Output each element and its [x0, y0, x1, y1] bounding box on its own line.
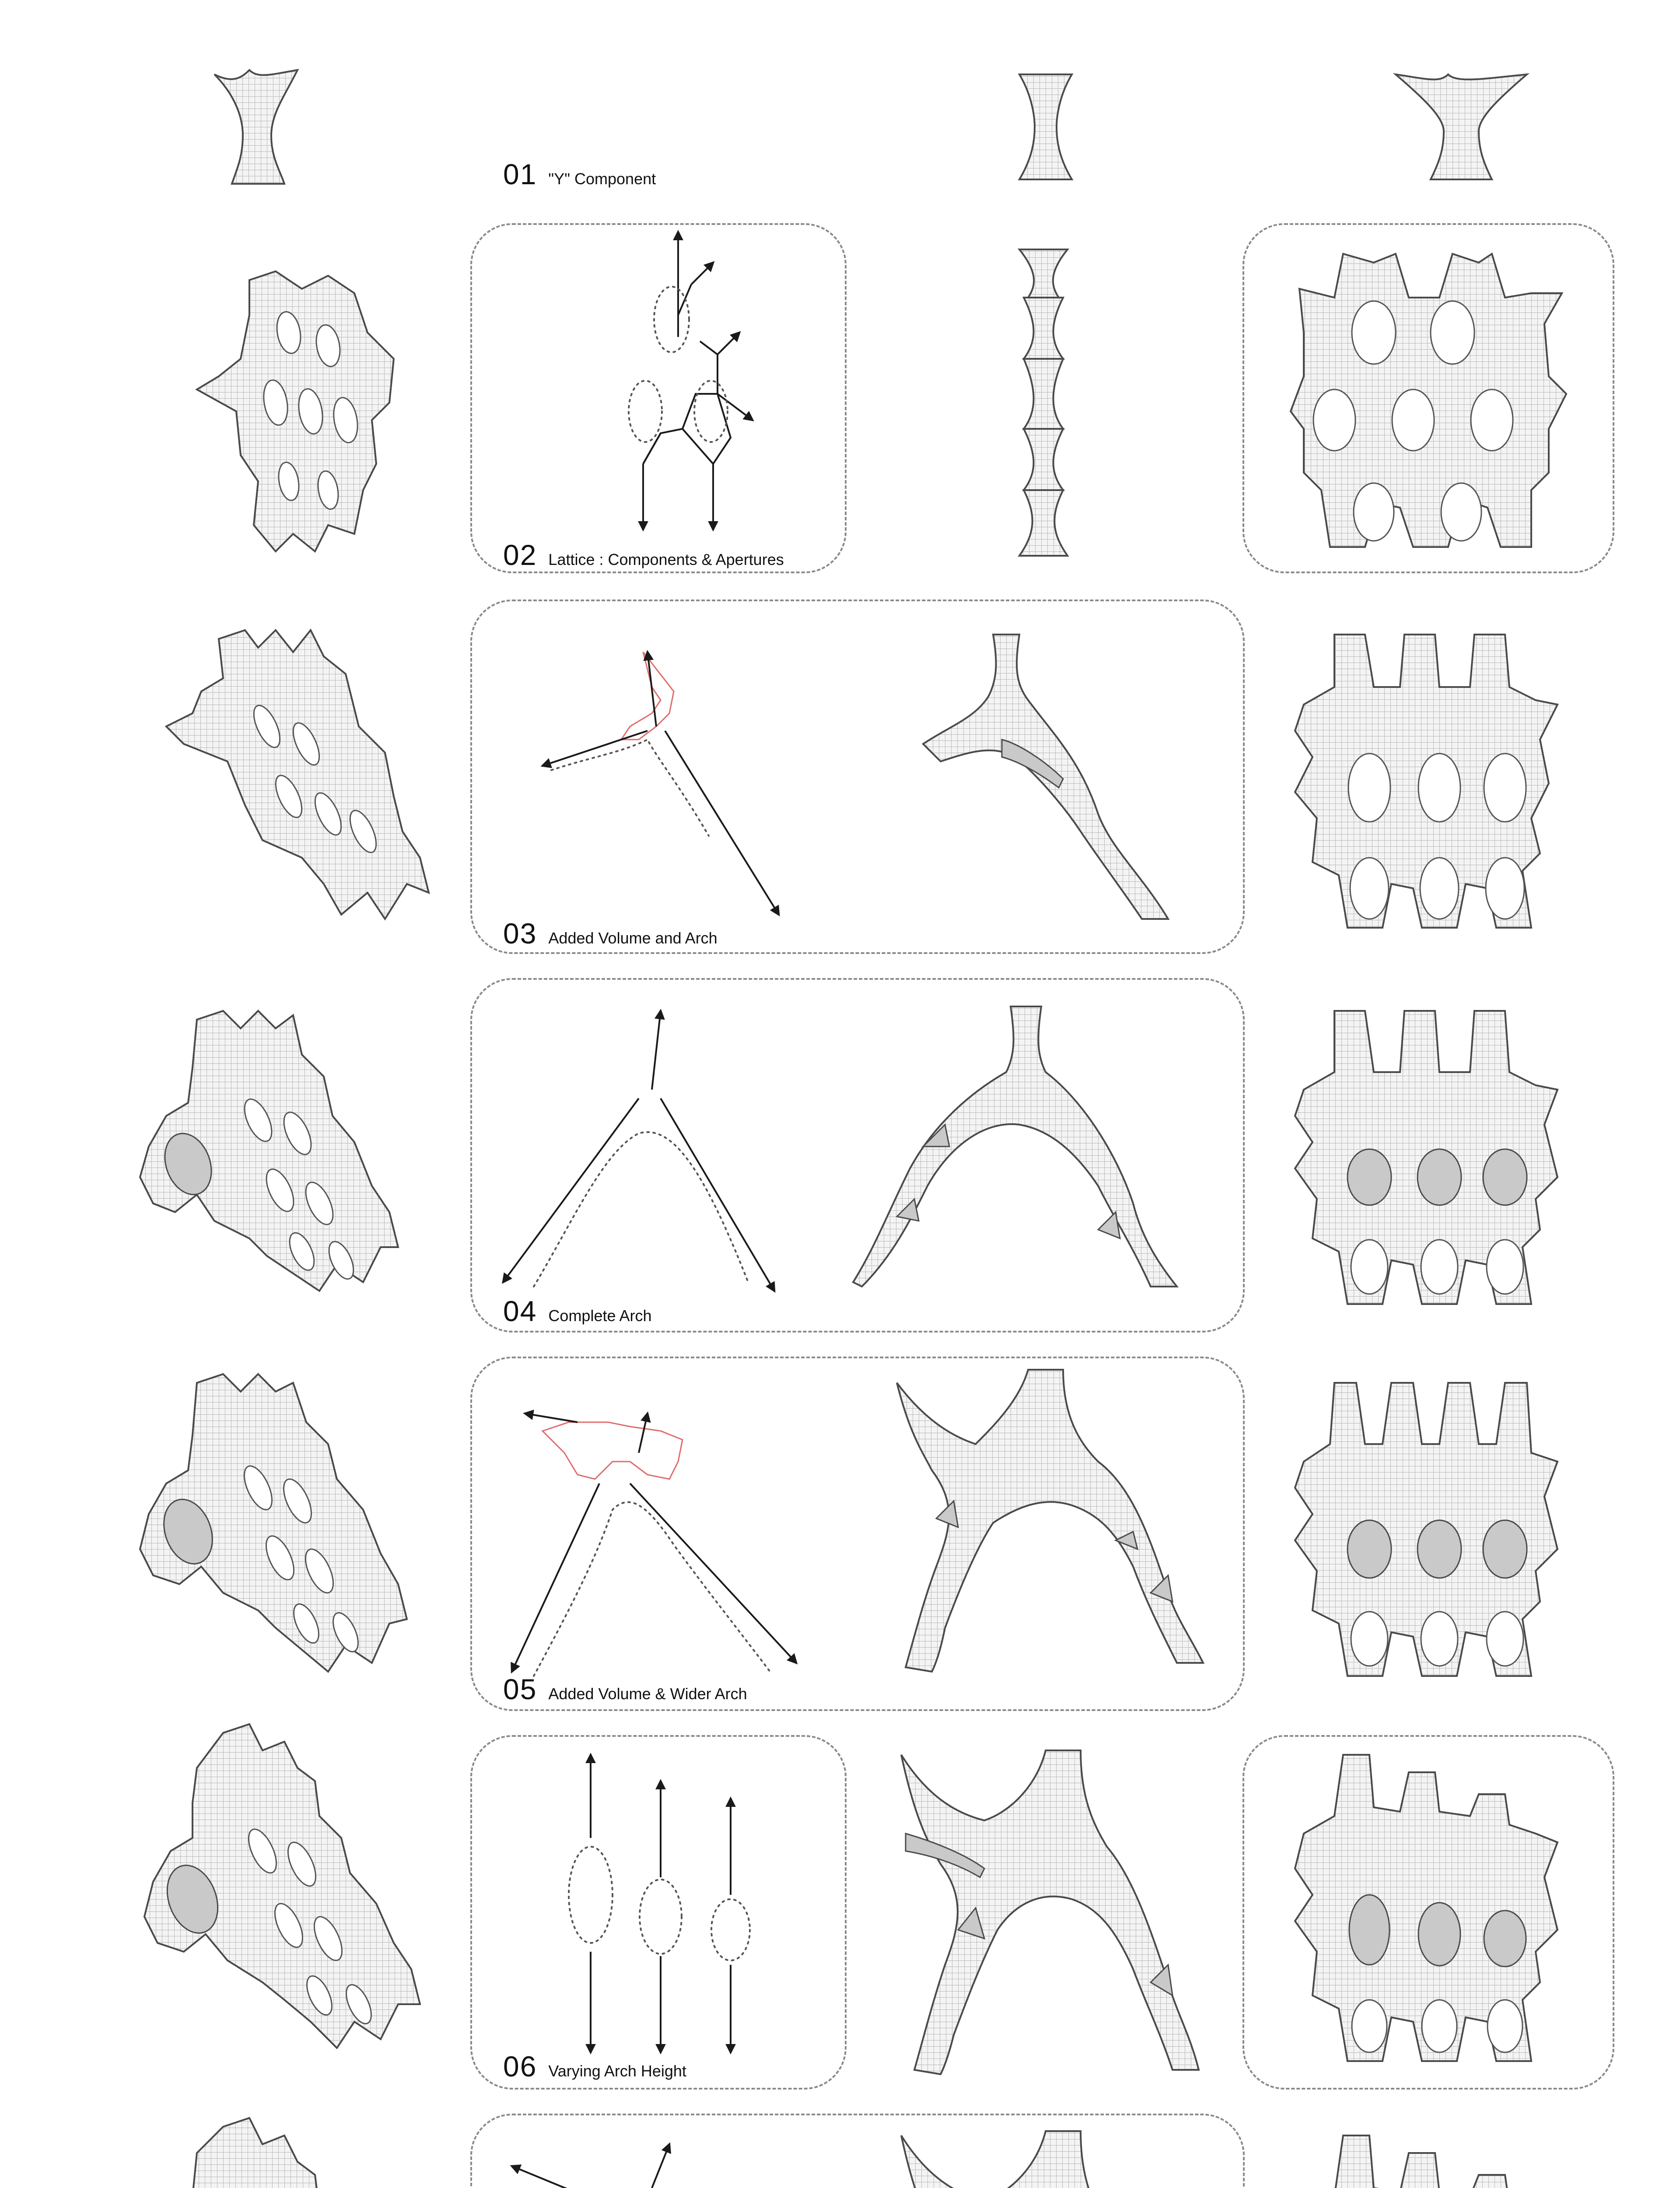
added-surfaces-elevation: [1286, 2127, 1575, 2188]
y-component-axonometric: [206, 66, 311, 188]
added-surfaces-3d-view: [897, 2127, 1212, 2188]
wider-arch-3d-view: [888, 1365, 1212, 1672]
lattice-axonometric: [188, 245, 433, 560]
added-surfaces-axonometric: [131, 2109, 438, 2188]
wider-arch-vector-diagram: [499, 1374, 814, 1689]
arch-volume-elevation: [1286, 626, 1575, 932]
lattice-front-stack: [1011, 245, 1076, 560]
complete-arch-elevation: [1286, 1002, 1575, 1308]
varying-height-3d-view: [897, 1746, 1203, 2079]
varying-height-vector-diagram: [547, 1746, 774, 2061]
varying-height-elevation: [1286, 1746, 1575, 2070]
lattice-elevation: [1286, 245, 1575, 551]
y-component-front: [1015, 70, 1076, 184]
step-05-label: 05 Added Volume & Wider Arch: [503, 1673, 747, 1705]
lattice-vector-diagram: [608, 228, 809, 543]
step-06-label: 06 Varying Arch Height: [503, 2050, 686, 2083]
complete-arch-3d-view: [853, 1002, 1186, 1300]
complete-arch-axonometric: [127, 1002, 416, 1317]
step-04-label: 04 Complete Arch: [503, 1295, 652, 1327]
step-01-label: 01 "Y" Component: [503, 158, 656, 190]
y-component-side: [1391, 70, 1531, 184]
wider-arch-elevation: [1286, 1374, 1575, 1680]
step-03-label: 03 Added Volume and Arch: [503, 917, 718, 950]
added-surfaces-vector-diagram: [499, 2127, 814, 2188]
varying-height-axonometric: [131, 1715, 438, 2057]
arch-volume-3d-view: [914, 630, 1186, 928]
arch-volume-vector-diagram: [525, 626, 796, 923]
step-02-label: 02 Lattice : Components & Apertures: [503, 539, 784, 571]
complete-arch-vector-diagram: [494, 1002, 792, 1308]
wider-arch-axonometric: [127, 1365, 424, 1698]
arch-volume-axonometric: [158, 613, 438, 936]
